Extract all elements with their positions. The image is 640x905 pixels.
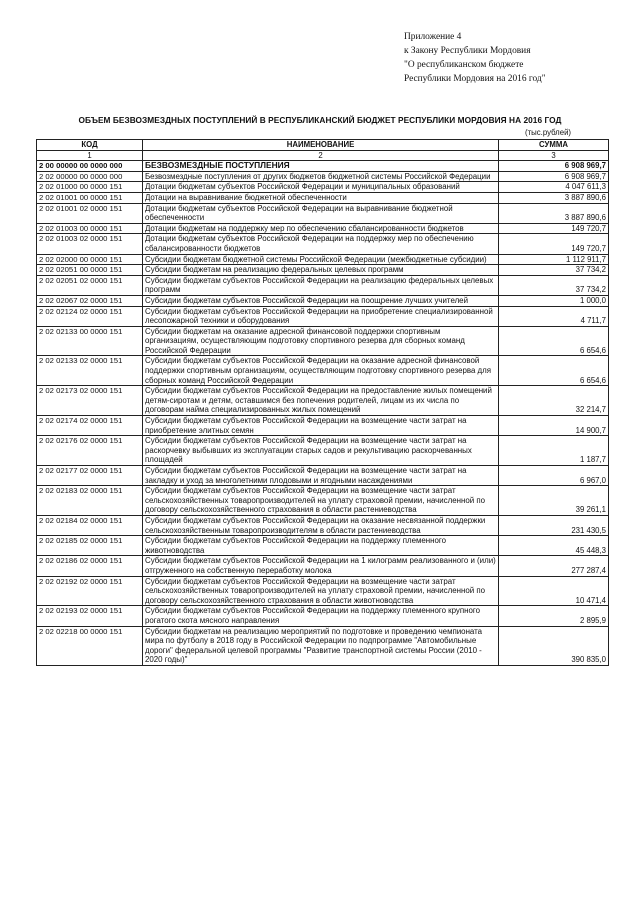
- table-row: [37, 223, 609, 234]
- row-name: Субсидии бюджетам субъектов Российской Федерации на возмещение части затрат сельскохозяйственных товаропроизводителей на уплату страховой премии, начисленной по договору сельскохозяйственного страхования в области животноводства: [143, 576, 499, 606]
- table-row: [37, 515, 609, 535]
- row-sum: 231 430,5: [499, 515, 609, 535]
- row-name: Дотации бюджетам субъектов Российской Федерации на поддержку мер по обеспечению сбалансированности бюджетов: [143, 234, 499, 254]
- row-name: Субсидии бюджетам субъектов Российской Федерации на возмещение части затрат на раскорчевку выбывших из эксплуатации старых садов и рекультивацию раскорчеванных площадей: [143, 436, 499, 466]
- row-sum: 37 734,2: [499, 265, 609, 276]
- header-name: НАИМЕНОВАНИЕ: [143, 140, 499, 151]
- row-name: Субсидии бюджетам субъектов Российской Федерации на приобретение специализированной лесопожарной техники и оборудования: [143, 306, 499, 326]
- row-sum: 6 654,6: [499, 356, 609, 386]
- table-row: [37, 386, 609, 416]
- row-sum: 4 047 611,3: [499, 182, 609, 193]
- row-code: 2 02 02000 00 0000 151: [37, 254, 143, 265]
- row-code: 2 02 01001 00 0000 151: [37, 192, 143, 203]
- table-row: [37, 254, 609, 265]
- budget-table: [36, 139, 609, 666]
- table-row: [37, 192, 609, 203]
- row-sum: 3 887 890,6: [499, 203, 609, 223]
- row-sum: 4 711,7: [499, 306, 609, 326]
- table-row: [37, 265, 609, 276]
- row-sum: 3 887 890,6: [499, 192, 609, 203]
- row-name: Субсидии бюджетам на оказание адресной финансовой поддержки спортивным организациям, осуществляющим подготовку спортивного резерва для сборных команд Российской Федерации: [143, 326, 499, 356]
- column-number-code: 1: [37, 150, 143, 161]
- row-name: Субсидии бюджетам на реализацию мероприятий по подготовке и проведению чемпионата мира по футболу в 2018 году в Российской Федерации по подпрограмме "Автомобильные дороги" федеральной целевой программы "Развитие транспортной системы России (2010 - 2020 годы)": [143, 626, 499, 665]
- row-sum: 32 214,7: [499, 386, 609, 416]
- row-name: Субсидии бюджетам субъектов Российской Федерации на оказание адресной финансовой поддержки спортивным организациям, осуществляющим подготовку спортивного резерва для сборных команд Российской Федерации: [143, 356, 499, 386]
- table-row: [37, 606, 609, 626]
- row-code: 2 02 02133 00 0000 151: [37, 326, 143, 356]
- row-name: Субсидии бюджетам субъектов Российской Федерации на реализацию федеральных целевых программ: [143, 275, 499, 295]
- row-code: 2 02 02183 02 0000 151: [37, 486, 143, 516]
- row-sum: 390 835,0: [499, 626, 609, 665]
- row-code: 2 02 01001 02 0000 151: [37, 203, 143, 223]
- units-label: (тыс.рублей): [525, 128, 572, 137]
- row-name: Субсидии бюджетам субъектов Российской Федерации на оказание несвязанной поддержки сельскохозяйственным товаропроизводителям в области растениеводства: [143, 515, 499, 535]
- column-number-sum: 3: [499, 150, 609, 161]
- row-name: Субсидии бюджетам субъектов Российской Федерации на предоставление жилых помещений детям-сиротам и детям, оставшимся без попечения родителей, лицам из их числа по договорам найма специализированных жилых помещений: [143, 386, 499, 416]
- table-row: [37, 203, 609, 223]
- row-name: Дотации на выравнивание бюджетной обеспеченности: [143, 192, 499, 203]
- row-name: Дотации бюджетам субъектов Российской Федерации и муниципальных образований: [143, 182, 499, 193]
- column-number-name: 2: [143, 150, 499, 161]
- column-number-row: [37, 150, 609, 161]
- row-name: Субсидии бюджетам субъектов Российской Федерации на поддержку племенного крупного рогатого скота мясного направления: [143, 606, 499, 626]
- row-sum: 45 448,3: [499, 536, 609, 556]
- row-code: 2 02 01003 02 0000 151: [37, 234, 143, 254]
- row-code: 2 02 02173 02 0000 151: [37, 386, 143, 416]
- row-code: 2 02 02174 02 0000 151: [37, 416, 143, 436]
- row-name: БЕЗВОЗМЕЗДНЫЕ ПОСТУПЛЕНИЯ: [143, 161, 499, 172]
- table-row: [37, 466, 609, 486]
- header-code: КОД: [37, 140, 143, 151]
- row-name: Субсидии бюджетам субъектов Российской Федерации на поддержку племенного животноводства: [143, 536, 499, 556]
- row-code: 2 02 02185 02 0000 151: [37, 536, 143, 556]
- row-name: Субсидии бюджетам субъектов Российской Федерации на поощрение лучших учителей: [143, 295, 499, 306]
- row-sum: 6 654,6: [499, 326, 609, 356]
- table-row: [37, 556, 609, 576]
- row-code: 2 02 02192 02 0000 151: [37, 576, 143, 606]
- appendix-line: к Закону Республики Мордовия: [404, 46, 531, 56]
- row-code: 2 02 02051 02 0000 151: [37, 275, 143, 295]
- table-row: [37, 356, 609, 386]
- row-sum: 6 967,0: [499, 466, 609, 486]
- row-sum: 2 895,9: [499, 606, 609, 626]
- row-code: 2 02 02176 02 0000 151: [37, 436, 143, 466]
- row-code: 2 02 02051 00 0000 151: [37, 265, 143, 276]
- row-code: 2 02 01003 00 0000 151: [37, 223, 143, 234]
- row-sum: 149 720,7: [499, 223, 609, 234]
- table-row: [37, 536, 609, 556]
- table-row: [37, 306, 609, 326]
- row-sum: 149 720,7: [499, 234, 609, 254]
- row-sum: 6 908 969,7: [499, 161, 609, 172]
- row-sum: 37 734,2: [499, 275, 609, 295]
- row-sum: 1 112 911,7: [499, 254, 609, 265]
- row-name: Субсидии бюджетам субъектов Российской Федерации на возмещение части затрат на приобретение элитных семян: [143, 416, 499, 436]
- row-sum: 1 000,0: [499, 295, 609, 306]
- table-body: [37, 140, 609, 666]
- appendix-note: [404, 30, 546, 86]
- header-row: [37, 140, 609, 151]
- row-code: 2 02 02184 02 0000 151: [37, 515, 143, 535]
- table-row: [37, 182, 609, 193]
- row-code: 2 02 02186 02 0000 151: [37, 556, 143, 576]
- row-name: Дотации бюджетам субъектов Российской Федерации на выравнивание бюджетной обеспеченности: [143, 203, 499, 223]
- row-name: Субсидии бюджетам субъектов Российской Федерации на 1 килограмм реализованного и (или) отгруженного на собственную переработку молока: [143, 556, 499, 576]
- table-row: [37, 275, 609, 295]
- table-row: [37, 326, 609, 356]
- row-name: Безвозмездные поступления от других бюджетов бюджетной системы Российской Федерации: [143, 171, 499, 182]
- row-sum: 39 261,1: [499, 486, 609, 516]
- row-name: Субсидии бюджетам субъектов Российской Федерации на возмещение части затрат на закладку и уход за многолетними плодовыми и ягодными насаждениями: [143, 466, 499, 486]
- row-sum: 6 908 969,7: [499, 171, 609, 182]
- row-name: Субсидии бюджетам субъектов Российской Федерации на возмещение части затрат сельскохозяйственных товаропроизводителей на уплату страховой премии, начисленной по договору сельскохозяйственного страхования в области растениеводства: [143, 486, 499, 516]
- row-code: 2 02 01000 00 0000 151: [37, 182, 143, 193]
- appendix-line: Приложение 4: [404, 32, 462, 42]
- table-row: [37, 295, 609, 306]
- row-code: 2 02 02124 02 0000 151: [37, 306, 143, 326]
- row-code: 2 02 00000 00 0000 000: [37, 171, 143, 182]
- table-row: [37, 436, 609, 466]
- table-row: [37, 626, 609, 665]
- row-name: Субсидии бюджетам бюджетной системы Российской Федерации (межбюджетные субсидии): [143, 254, 499, 265]
- row-code: 2 00 00000 00 0000 000: [37, 161, 143, 172]
- table-row: [37, 161, 609, 172]
- row-sum: 10 471,4: [499, 576, 609, 606]
- table-row: [37, 234, 609, 254]
- row-sum: 14 900,7: [499, 416, 609, 436]
- appendix-line: "О республиканском бюджете: [404, 60, 524, 70]
- document-title: ОБЪЕМ БЕЗВОЗМЕЗДНЫХ ПОСТУПЛЕНИЙ В РЕСПУБЛИКАНСКИЙ БЮДЖЕТ РЕСПУБЛИКИ МОРДОВИЯ НА 2016 ГОД: [78, 115, 562, 125]
- table-row: [37, 171, 609, 182]
- row-name: Дотации бюджетам на поддержку мер по обеспечению сбалансированности бюджетов: [143, 223, 499, 234]
- row-code: 2 02 02177 02 0000 151: [37, 466, 143, 486]
- row-sum: 1 187,7: [499, 436, 609, 466]
- header-sum: СУММА: [499, 140, 609, 151]
- table-row: [37, 576, 609, 606]
- row-code: 2 02 02067 02 0000 151: [37, 295, 143, 306]
- row-name: Субсидии бюджетам на реализацию федеральных целевых программ: [143, 265, 499, 276]
- row-code: 2 02 02218 00 0000 151: [37, 626, 143, 665]
- row-sum: 277 287,4: [499, 556, 609, 576]
- table-row: [37, 486, 609, 516]
- table-row: [37, 416, 609, 436]
- row-code: 2 02 02193 02 0000 151: [37, 606, 143, 626]
- row-code: 2 02 02133 02 0000 151: [37, 356, 143, 386]
- appendix-line: Республики Мордовия на 2016 год": [404, 74, 546, 84]
